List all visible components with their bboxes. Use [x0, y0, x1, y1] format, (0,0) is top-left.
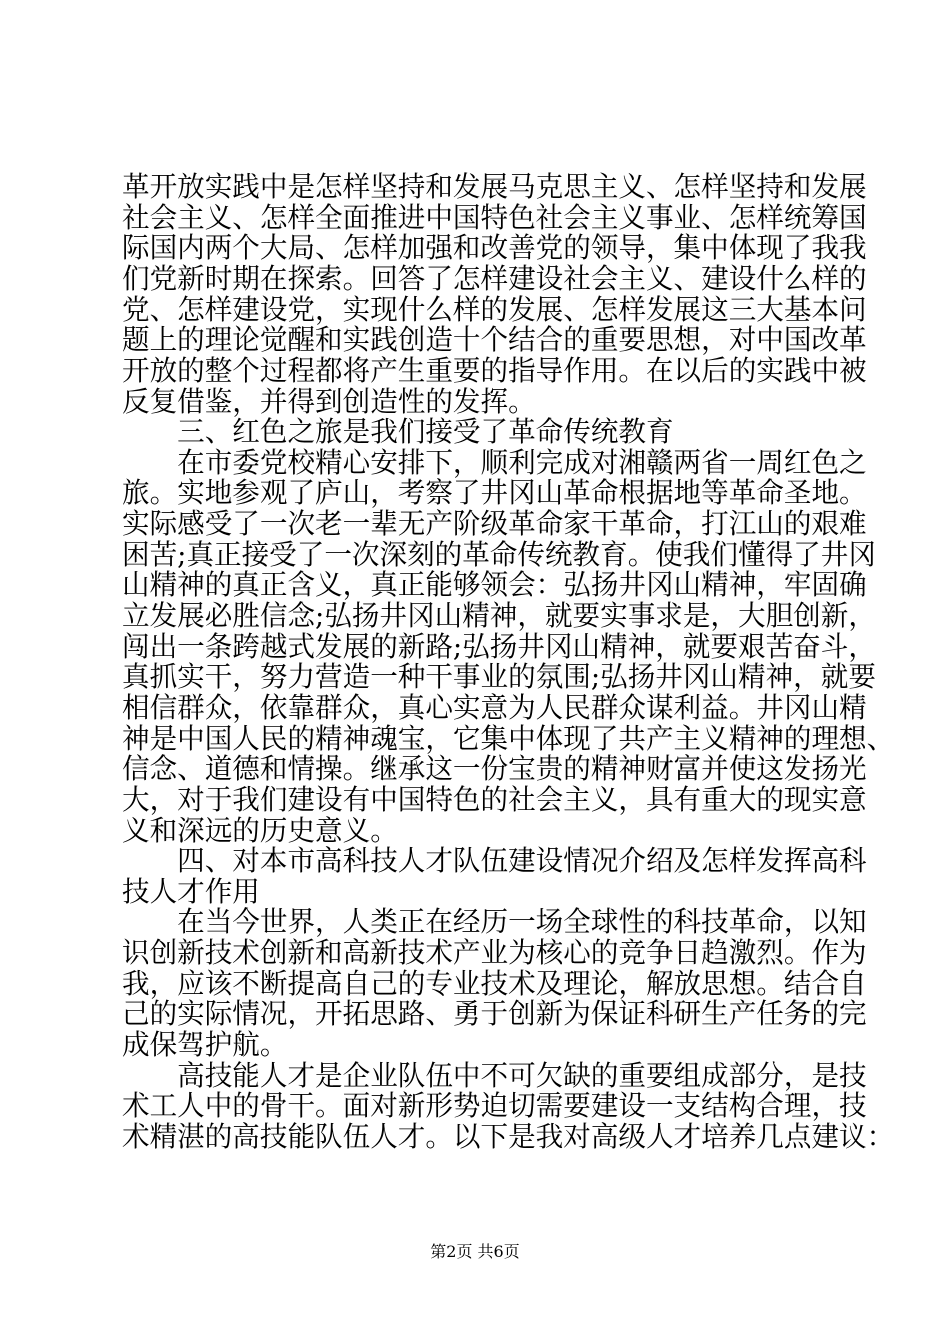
- text-line: 立发展必胜信念;弘扬井冈山精神，就要实事求是，大胆创新，: [122, 599, 876, 633]
- text-line: 际国内两个大局、怎样加强和改善党的领导，集中体现了我我: [122, 231, 867, 265]
- text-line: 题上的理论觉醒和实践创造十个结合的重要思想，对中国改革: [122, 323, 867, 357]
- text-line: 在当今世界，人类正在经历一场全球性的科技革命，以知: [122, 905, 867, 939]
- text-line: 高技能人才是企业队伍中不可欠缺的重要组成部分，是技: [122, 1058, 867, 1092]
- text-line: 反复借鉴，并得到创造性的发挥。: [122, 384, 536, 418]
- text-line: 大，对于我们建设有中国特色的社会主义，具有重大的现实意: [122, 782, 867, 816]
- section-heading: 技人才作用: [122, 874, 260, 908]
- text-line: 成保驾护航。: [122, 1028, 288, 1062]
- text-line: 我，应该不断提高自己的专业技术及理论，解放思想。结合自: [122, 966, 867, 1000]
- text-line: 信念、道德和情操。继承这一份宝贵的精神财富并使这发扬光: [122, 752, 867, 786]
- text-line: 党、怎样建设党，实现什么样的发展、怎样发展这三大基本问: [122, 292, 867, 326]
- text-line: 困苦;真正接受了一次深刻的革命传统教育。使我们懂得了井冈: [122, 537, 876, 571]
- text-line: 己的实际情况，开拓思路、勇于创新为保证科研生产任务的完: [122, 997, 867, 1031]
- text-line: 革开放实践中是怎样坚持和发展马克思主义、怎样坚持和发展: [122, 170, 867, 203]
- section-heading: 四、对本市高科技人才队伍建设情况介绍及怎样发挥高科: [122, 844, 867, 878]
- page-number-footer: 第2页 共6页: [430, 1242, 520, 1261]
- text-line: 术工人中的骨干。面对新形势迫切需要建设一支结构合理，技: [122, 1089, 867, 1123]
- text-line: 实际感受了一次老一辈无产阶级革命家干革命，打江山的艰难: [122, 507, 867, 541]
- text-line: 在市委党校精心安排下，顺利完成对湘赣两省一周红色之: [122, 445, 867, 479]
- text-line: 旅。实地参观了庐山，考察了井冈山革命根据地等革命圣地。: [122, 476, 867, 510]
- text-line: 开放的整个过程都将产生重要的指导作用。在以后的实践中被: [122, 353, 867, 387]
- text-line: 义和深远的历史意义。: [122, 813, 398, 847]
- text-line: 神是中国人民的精神魂宝，它集中体现了共产主义精神的理想、: [122, 721, 895, 755]
- text-line: 识创新技术创新和高新技术产业为核心的竞争日趋激烈。作为: [122, 936, 867, 970]
- text-line: 相信群众，依靠群众，真心实意为人民群众谋利益。井冈山精: [122, 690, 867, 724]
- text-line: 真抓实干，努力营造一种干事业的氛围;弘扬井冈山精神，就要: [122, 660, 876, 694]
- text-line: 社会主义、怎样全面推进中国特色社会主义事业、怎样统筹国: [122, 200, 867, 234]
- text-line: 山精神的真正含义，真正能够领会：弘扬井冈山精神，牢固确: [122, 568, 867, 602]
- text-line: 们党新时期在探索。回答了怎样建设社会主义、建设什么样的: [122, 261, 867, 295]
- text-line: 术精湛的高技能队伍人才。以下是我对高级人才培养几点建议：: [122, 1120, 895, 1153]
- text-line: 闯出一条跨越式发展的新路;弘扬井冈山精神，就要艰苦奋斗，: [122, 629, 876, 663]
- section-heading: 三、红色之旅是我们接受了革命传统教育: [122, 415, 674, 449]
